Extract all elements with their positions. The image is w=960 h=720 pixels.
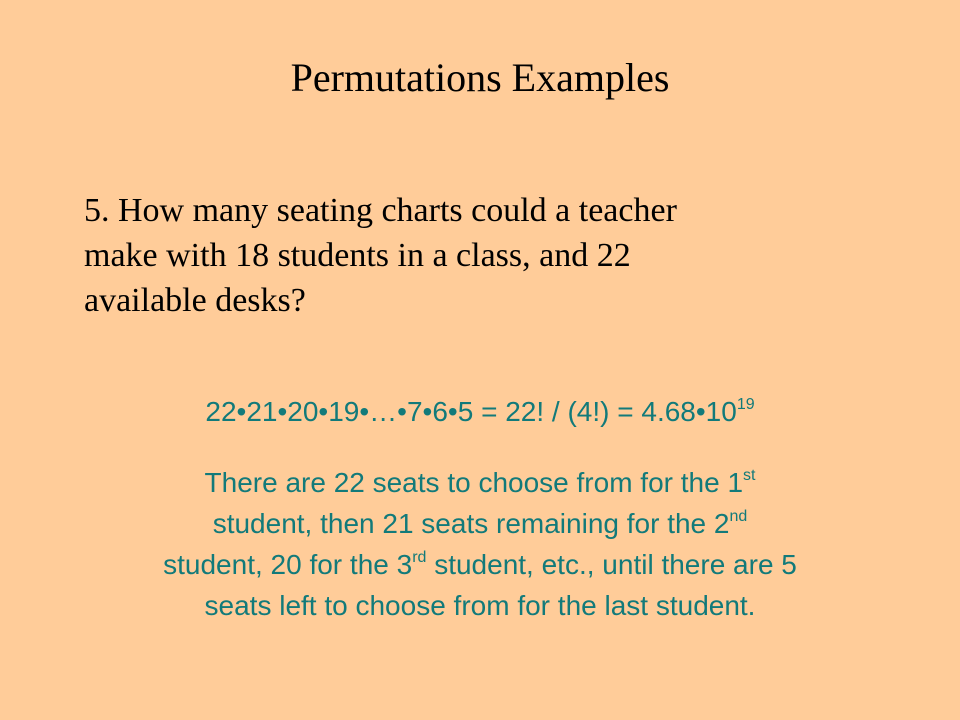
explanation-line-3-before: student, 20 for the 3 [163,549,413,580]
question-line-3: available desks? [84,282,306,319]
explanation-line-3-after: student, etc., until there are 5 [426,549,797,580]
question-line-1: 5. How many seating charts could a teacher [84,192,677,229]
slide-title: Permutations Examples [290,55,670,100]
explanation-line-4: seats left to choose from for the last student. [204,590,756,621]
explanation-line-3 [0,544,960,585]
explanation-line-3-sup: rd [412,549,427,566]
explanation-text [0,462,960,626]
explanation-line-1-text: There are 22 seats to choose from for the 1 [204,467,744,498]
explanation-line-1-sup: st [743,467,756,484]
formula-exponent: 19 [736,396,755,413]
explanation-line-2 [0,503,960,544]
formula-text: 22•21•20•19•…•7•6•5 = 22! / (4!) = 4.68•10 [205,396,737,427]
formula-line [0,392,960,432]
explanation-line-1 [0,462,960,503]
question-line-2: make with 18 students in a class, and 22 [84,237,631,274]
explanation-line-2-text: student, then 21 seats remaining for the 2 [212,508,730,539]
question-text [84,188,884,323]
explanation-line-2-sup: nd [729,508,748,525]
